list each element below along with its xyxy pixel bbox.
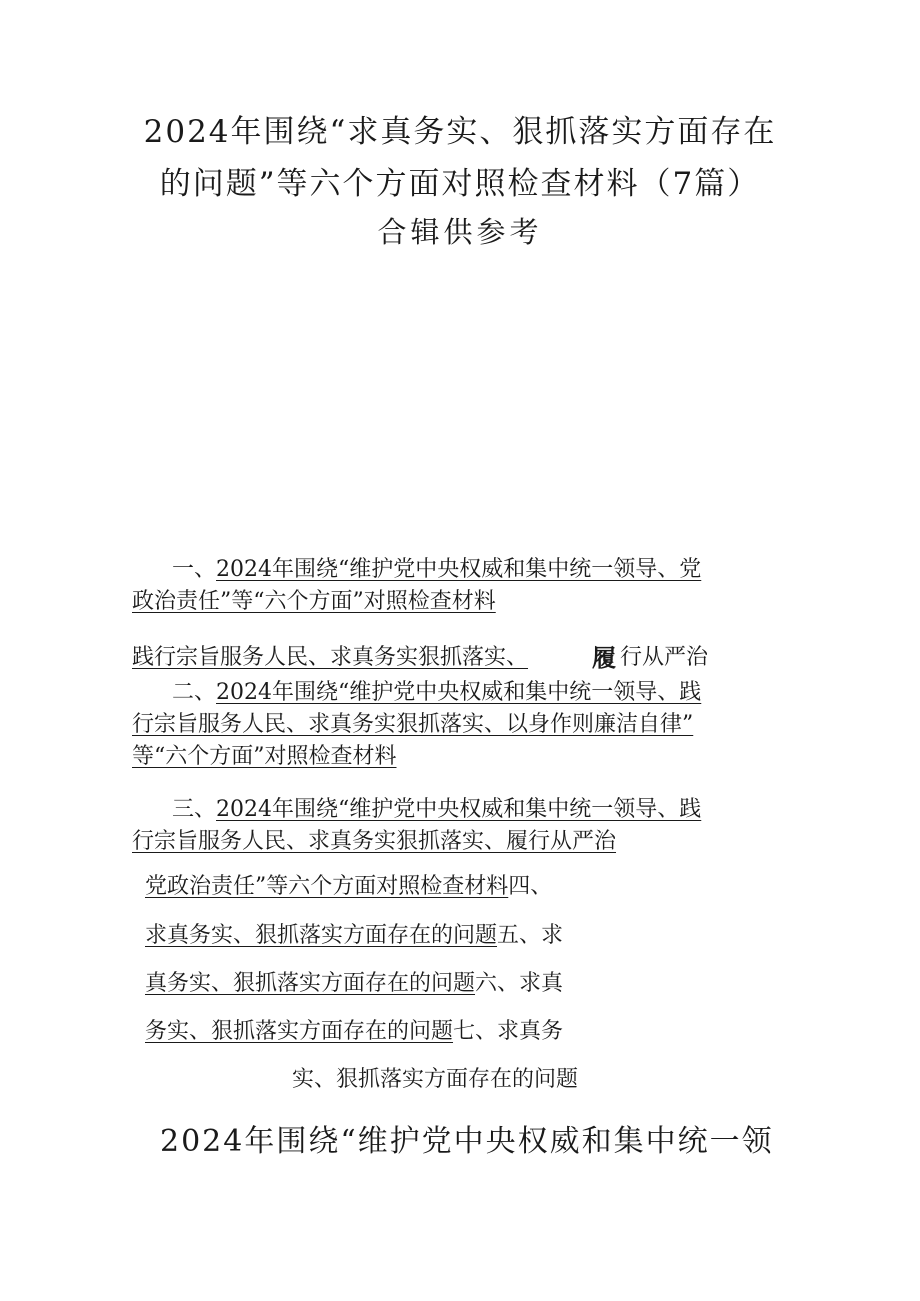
- toc-item-2-link-line-1[interactable]: 2024年围绕“维护党中央权威和集中统一领导、践: [216, 680, 702, 705]
- toc-item-1-link-line-2[interactable]: 政治责任”等“六个方面”对照检查材料: [132, 589, 496, 614]
- toc-item-2-prefix: 二、: [172, 680, 217, 705]
- toc-column-suffix-4: 七、求真务: [453, 1019, 564, 1044]
- toc-item-2-cont-2[interactable]: [132, 742, 397, 772]
- toc-column-line-1[interactable]: [145, 872, 552, 902]
- document-title-line-1: 2024年围绕“求真务实、狠抓落实方面存在: [143, 114, 777, 150]
- toc-item-3[interactable]: [172, 795, 701, 825]
- toc-stray-text-right: 行从严治: [620, 645, 709, 670]
- toc-column-link-3[interactable]: 真务实、狠抓落实方面存在的问题: [145, 971, 476, 996]
- toc-item-2-link-line-2[interactable]: 行宗旨服务人民、求真务实狠抓落实、以身作则廉洁自律”: [132, 712, 694, 737]
- toc-item-3-link-line-2[interactable]: 行宗旨服务人民、求真务实狠抓落实、履行从严治: [132, 829, 617, 854]
- toc-column-suffix-1: 四、: [508, 874, 553, 899]
- toc-column-suffix-3: 六、求真: [475, 971, 564, 996]
- toc-column-line-5: [292, 1065, 578, 1095]
- toc-stray-text-left[interactable]: 践行宗旨服务人民、求真务实狠抓落实、: [132, 645, 529, 670]
- toc-item-1-link-line-1[interactable]: 2024年围绕“维护党中央权威和集中统一领导、党: [216, 557, 702, 582]
- toc-item-3-prefix: 三、: [172, 797, 217, 822]
- toc-column-line-3[interactable]: [145, 969, 563, 999]
- toc-column-text-5: 实、狠抓落实方面存在的问题: [292, 1067, 579, 1092]
- toc-item-1-cont[interactable]: [132, 587, 496, 617]
- toc-item-3-cont[interactable]: [132, 827, 616, 857]
- toc-column-link-4[interactable]: 务实、狠抓落实方面存在的问题: [145, 1019, 454, 1044]
- toc-item-3-link-line-1[interactable]: 2024年围绕“维护党中央权威和集中统一领导、践: [216, 797, 702, 822]
- toc-item-1-prefix: 一、: [172, 557, 217, 582]
- toc-column-link-2[interactable]: 求真务实、狠抓落实方面存在的问题: [145, 923, 498, 948]
- toc-item-2[interactable]: [172, 678, 701, 708]
- toc-item-1[interactable]: [172, 555, 701, 585]
- toc-column-link-1[interactable]: 党政治责任”等六个方面对照检查材料: [145, 874, 509, 899]
- overlap-glyph: 履: [592, 643, 611, 672]
- toc-item-2-link-line-3[interactable]: 等“六个方面”对照检查材料: [132, 744, 397, 769]
- document-title-line-2: 的问题”等六个方面对照检查材料（7篇）: [159, 166, 761, 202]
- toc-column-line-4[interactable]: [145, 1017, 563, 1047]
- toc-column-line-2[interactable]: [145, 921, 563, 951]
- toc-item-2-cont-1[interactable]: [132, 710, 693, 740]
- section-heading: 2024年围绕“维护党中央权威和集中统一领: [160, 1124, 774, 1159]
- toc-column-suffix-2: 五、求: [497, 923, 564, 948]
- document-title-line-3: 合辑供参考: [377, 215, 543, 249]
- toc-stray-line[interactable]: [132, 643, 708, 673]
